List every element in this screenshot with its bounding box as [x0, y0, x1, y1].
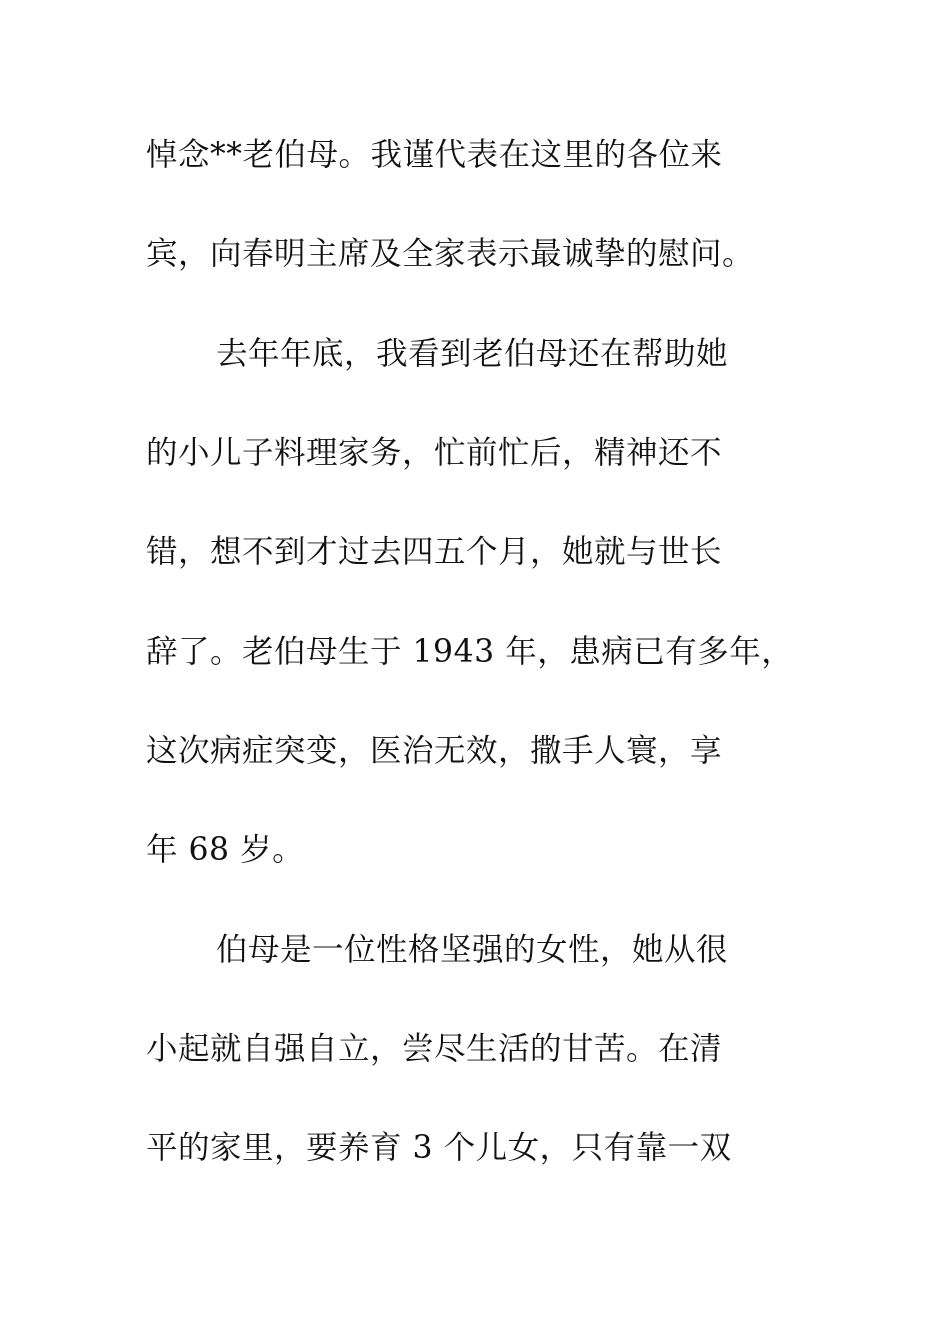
text-line: 错，想不到才过去四五个月，她就与世长 — [146, 534, 723, 570]
paragraph-start-line: 去年年底，我看到老伯母还在帮助她 — [216, 336, 729, 372]
text-line: 的小儿子料理家务，忙前忙后，精神还不 — [146, 435, 723, 471]
text-line: 年 68 岁。 — [146, 832, 305, 868]
text-line: 小起就自强自立，尝尽生活的甘苦。在清 — [146, 1031, 723, 1067]
text-line: 这次病症突变，医治无效，撒手人寰，享 — [146, 733, 723, 769]
text-line: 悼念**老伯母。我谨代表在这里的各位来 — [146, 137, 723, 173]
paragraph-start-line: 伯母是一位性格坚强的女性，她从很 — [216, 932, 729, 968]
text-line: 辞了。老伯母生于 1943 年，患病已有多年， — [146, 634, 794, 670]
text-line: 平的家里，要养育 3 个儿女，只有靠一双 — [146, 1130, 732, 1166]
text-line: 宾，向春明主席及全家表示最诚挚的慰问。 — [146, 236, 755, 272]
